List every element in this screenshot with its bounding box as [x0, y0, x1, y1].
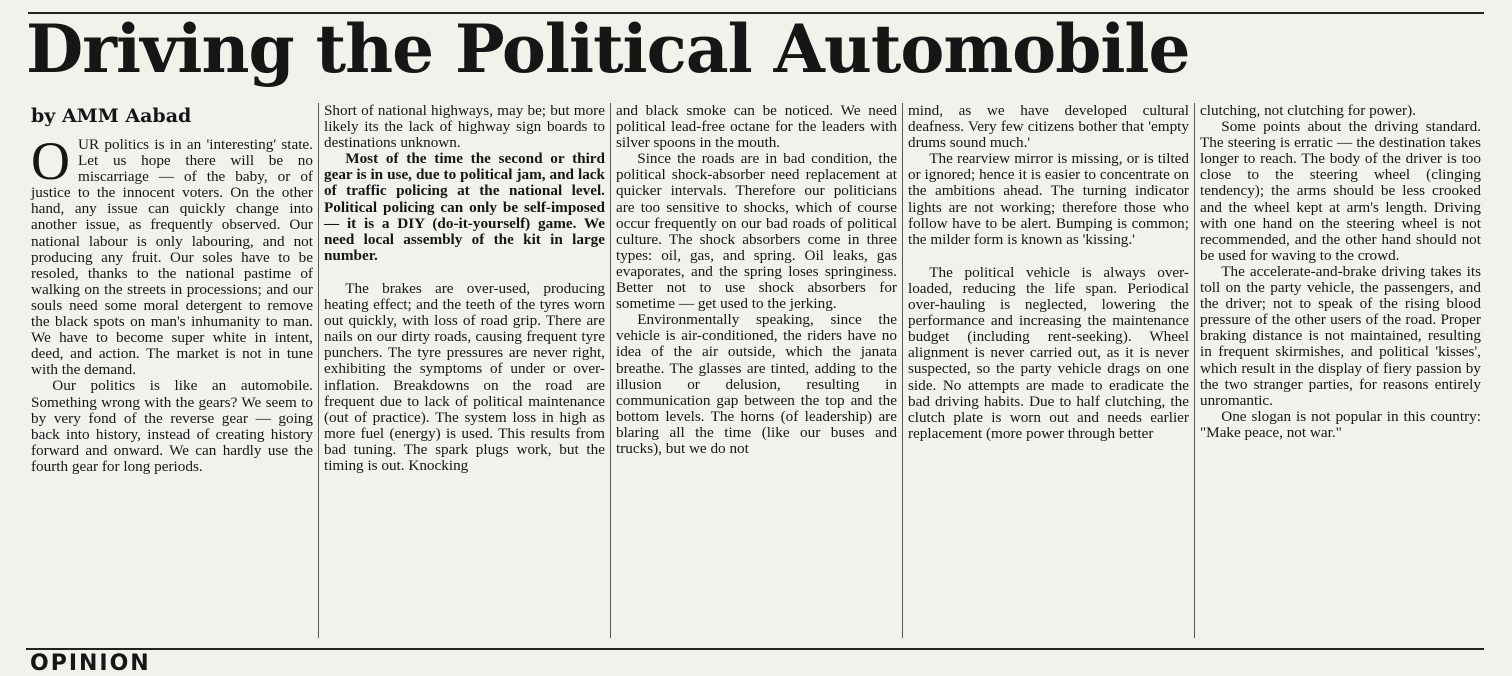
column-2 — [318, 103, 610, 638]
section-label: OPINION — [30, 651, 151, 676]
paragraph: clutching, not clutching for power). — [1199, 102, 1416, 119]
paragraph: The rearview mirror is missing, or is tilted or ignored; hence it is easier to concentrate on the ambitions ahead. The turning indicator lights are not working; therefore those who follow have to be alert. Bumping is common; the milder form is known as 'kissing.' — [907, 150, 1189, 248]
column-1 — [26, 103, 318, 638]
paragraph — [31, 131, 313, 379]
paragraph: The political vehicle is always over-loaded, reducing the life span. Periodical over-hauling is neglected, lowering the performance and increasing the maintenance budget (including rent-seeking). Wheel alignment is never carried out, as it is never suspected, so the party vehicle drags on one side. No attempts are made to eradicate the bad driving habits. Due to half clutching, the clutch plate is worn out and needs earlier replacement (more power through better — [907, 263, 1189, 442]
paragraph: mind, as we have developed cultural deafness. Very few citizens bother that 'empty drums sound much.' — [907, 102, 1189, 152]
paragraph-text: UR politics is in an 'interesting' state. Let us hope there will be no miscarriage — of the baby, or of justice to the innocent voters. On the other hand, any issue can quickly change into another issue, as frequently observed. Our national labour is only labouring, and not producing any fruit. Our soles have to be resoled, thanks to the national pastime of walking on the streets in processions; and our souls need some moral detergent to remove the black spots on man's inhumanity to man. We have to become super white in intent, deed, and action. The market is not in tune with the demand. — [31, 136, 313, 379]
paragraph: Short of national highways, may be; but more likely its the lack of highway sign boards to destinations unknown. — [323, 102, 605, 152]
paragraph: Since the roads are in bad condition, the political shock-absorber need replacement at quicker intervals. Therefore our politicians are too sensitive to shocks, which of course occur frequently on our bad roads of political culture. The shock absorbers come in three types: oil, gas, and spring. Oil leaks, gas evaporates, and the spring loses springiness. Better not to use shock absorbers for sometime — get used to the jerking. — [615, 150, 897, 313]
bottom-rule — [26, 648, 1484, 650]
paragraph: The brakes are over-used, producing heating effect; and the teeth of the tyres worn out quickly, with loss of road grip. There are nails on our dirty roads, causing frequent tyre punchers. The tyre pressures are never right, exhibiting the symptoms of under or over-inflation. Breakdowns on the road are frequent due to lack of political maintenance (out of practice). The system loss in high as more fuel (energy) is used. This results from bad tuning. The spark plugs work, but the timing is out. Knocking — [323, 279, 605, 474]
paragraph: Our politics is like an automobile. Something wrong with the gears? We seem to by very fond of the reverse gear — going back into history, instead of creating history forward and onward. We can hardly use the fourth gear for long periods. — [31, 377, 313, 475]
paragraph: Some points about the driving standard. The steering is erratic — the destination takes longer to reach. The body of the driver is too close to the steering wheel (clinging tendency); the arms should be less crooked and the wheel kept at arm's length. Driving with one hand on the steering wheel is not recommended, and the other hand should not be used for waving to the crowd. — [1199, 118, 1481, 264]
paragraph: Environmentally speaking, since the vehicle is air-conditioned, the riders have no idea of the air outside, which the janata breathe. The glasses are tinted, adding to the illusion or delusion, resulting in communication gap between the top and the bottom levels. The horns (of leadership) are blaring all the time (like our buses and trucks), but we do not — [615, 311, 897, 457]
byline: by AMM Aabad — [31, 105, 192, 127]
column-5 — [1194, 103, 1486, 638]
column-4 — [902, 103, 1194, 638]
paragraph: The accelerate-and-brake driving takes its toll on the party vehicle, the passengers, and the driver; not to speak of the rising blood pressure of the other users of the road. Proper braking distance is not maintained, resulting in frequent skirmishes, and political 'kisses', which result in the display of fiery passion by the two stranger parties, for reasons entirely unromantic. — [1199, 262, 1481, 409]
paragraph: Most of the time the second or third gear is in use, due to political jam, and lack of traffic policing at the national level. Political policing can only be self-imposed — it is a DIY (do-it-yourself) game. We need local assembly of the kit in large number. — [323, 150, 605, 264]
paragraph: and black smoke can be noticed. We need political lead-free octane for the leaders with silver spoons in the mouth. — [615, 102, 897, 152]
article-body — [26, 103, 1486, 638]
headline: Driving the Political Automobile — [26, 10, 1190, 88]
drop-cap: O — [31, 131, 70, 191]
paragraph: One slogan is not popular in this country: "Make peace, not war." — [1199, 407, 1481, 441]
column-3 — [610, 103, 902, 638]
